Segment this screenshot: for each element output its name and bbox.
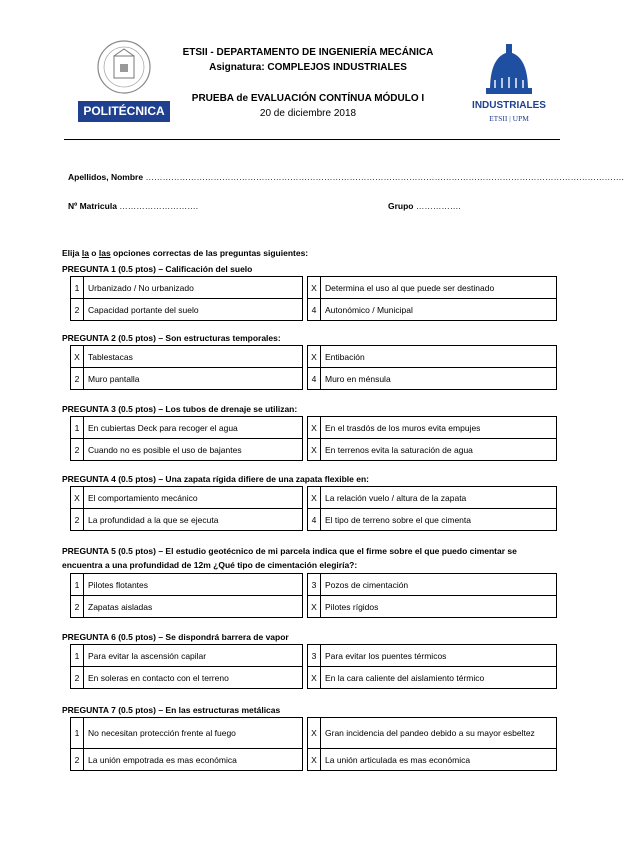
name-label: Apellidos, Nombre: [68, 172, 144, 182]
question-5-title: PREGUNTA 5 (0.5 ptos) – El estudio geotécnico de mi parcela indica que el firme sobre el que puedo cimentar se encuentra a una profundidad de 12m ¿Qué tipo de cimentación elegiría?:: [62, 546, 517, 570]
option-text: La relación vuelo / altura de la zapata: [321, 487, 557, 509]
header-divider: [64, 139, 560, 140]
option-text: No necesitan protección frente al fuego: [84, 718, 303, 749]
question-7-options: [70, 717, 557, 771]
option-mark[interactable]: 2: [71, 749, 84, 771]
industriales-logo: [462, 42, 556, 128]
matricula-field[interactable]: [68, 201, 198, 211]
option-row: [71, 718, 557, 749]
option-mark[interactable]: X: [71, 487, 84, 509]
politecnica-logo: [78, 38, 170, 122]
option-mark[interactable]: 1: [71, 417, 84, 439]
option-row: [71, 574, 557, 596]
option-mark[interactable]: 2: [71, 509, 84, 531]
option-mark[interactable]: 1: [71, 645, 84, 667]
logo-right-subtext: ETSII | UPM: [489, 114, 529, 123]
option-text: El comportamiento mecánico: [84, 487, 303, 509]
option-text: Para evitar los puentes térmicos: [321, 645, 557, 667]
matricula-dots: ……………………….: [119, 201, 199, 211]
name-field[interactable]: [68, 172, 624, 182]
option-mark[interactable]: 4: [308, 299, 321, 321]
option-text: Pilotes flotantes: [84, 574, 303, 596]
option-text: Muro pantalla: [84, 368, 303, 390]
intro-las: las: [98, 248, 111, 258]
option-row: [71, 417, 557, 439]
exam-title: PRUEBA de EVALUACIÓN CONTÍNUA MÓDULO I: [191, 93, 425, 104]
option-mark[interactable]: X: [308, 749, 321, 771]
option-mark[interactable]: X: [308, 487, 321, 509]
option-mark[interactable]: 3: [308, 645, 321, 667]
option-text: En cubiertas Deck para recoger el agua: [84, 417, 303, 439]
option-mark[interactable]: 2: [71, 439, 84, 461]
option-text: La unión empotrada es mas económica: [84, 749, 303, 771]
question-5-options: [70, 573, 557, 618]
option-mark[interactable]: X: [71, 346, 84, 368]
option-text: El tipo de terreno sobre el que cimenta: [321, 509, 557, 531]
question-2-options: [70, 345, 557, 390]
option-mark[interactable]: 2: [71, 596, 84, 618]
option-mark[interactable]: 2: [71, 299, 84, 321]
option-row: [71, 509, 557, 531]
option-text: En el trasdós de los muros evita empujes: [321, 417, 557, 439]
grupo-dots: …………….: [415, 201, 461, 211]
instructions: [62, 248, 308, 258]
option-text: La profundidad a la que se ejecuta: [84, 509, 303, 531]
option-mark[interactable]: X: [308, 667, 321, 689]
option-row: [71, 299, 557, 321]
option-mark[interactable]: 1: [71, 574, 84, 596]
option-mark[interactable]: 4: [308, 368, 321, 390]
option-mark[interactable]: X: [308, 346, 321, 368]
subject-title: Asignatura: COMPLEJOS INDUSTRIALES: [209, 62, 407, 73]
option-text: Entibación: [321, 346, 557, 368]
intro-text-1: Elija: [62, 248, 82, 258]
option-text: En la cara caliente del aislamiento térmico: [321, 667, 557, 689]
option-text: Capacidad portante del suelo: [84, 299, 303, 321]
option-mark[interactable]: X: [308, 718, 321, 749]
question-3-title: PREGUNTA 3 (0.5 ptos) – Los tubos de drenaje se utilizan:: [62, 404, 298, 414]
option-text: En terrenos evita la saturación de agua: [321, 439, 557, 461]
intro-text-3: opciones correctas de las preguntas siguientes:: [110, 248, 309, 258]
option-mark[interactable]: 3: [308, 574, 321, 596]
option-mark[interactable]: 4: [308, 509, 321, 531]
option-text: Determina el uso al que puede ser destinado: [321, 277, 557, 299]
option-row: [71, 667, 557, 689]
option-mark[interactable]: X: [308, 277, 321, 299]
question-1-options: [70, 276, 557, 321]
question-4-title: PREGUNTA 4 (0.5 ptos) – Una zapata rígida difiere de una zapata flexible en:: [62, 474, 370, 484]
option-row: [71, 439, 557, 461]
logo-right-text: INDUSTRIALES: [472, 100, 546, 111]
option-row: [71, 596, 557, 618]
option-mark[interactable]: X: [308, 596, 321, 618]
option-text: Tablestacas: [84, 346, 303, 368]
grupo-field[interactable]: [388, 201, 461, 211]
question-6-title: PREGUNTA 6 (0.5 ptos) – Se dispondrá barrera de vapor: [62, 632, 289, 642]
option-row: [71, 368, 557, 390]
intro-text-2: o: [88, 248, 99, 258]
option-row: [71, 487, 557, 509]
dome-icon: [462, 42, 556, 100]
option-text: En soleras en contacto con el terreno: [84, 667, 303, 689]
exam-date: 20 de diciembre 2018: [259, 108, 357, 119]
question-3-options: [70, 416, 557, 461]
option-text: Pozos de cimentación: [321, 574, 557, 596]
option-text: Gran incidencia del pandeo debido a su mayor esbeltez: [321, 718, 557, 749]
option-text: Para evitar la ascensión capilar: [84, 645, 303, 667]
option-row: [71, 277, 557, 299]
option-mark[interactable]: 2: [71, 368, 84, 390]
name-dots: …………………………………………………………………………………………………………………………………………………….: [145, 172, 624, 182]
option-mark[interactable]: X: [308, 439, 321, 461]
option-text: La unión articulada es mas económica: [321, 749, 557, 771]
option-mark[interactable]: 2: [71, 667, 84, 689]
option-text: Autonómico / Municipal: [321, 299, 557, 321]
question-4-options: [70, 486, 557, 531]
option-mark[interactable]: X: [308, 417, 321, 439]
option-row: [71, 645, 557, 667]
intro-la: la: [81, 248, 89, 258]
option-text: Urbanizado / No urbanizado: [84, 277, 303, 299]
question-1-title: PREGUNTA 1 (0.5 ptos) – Calificación del suelo: [62, 264, 253, 274]
department-title: ETSII - DEPARTAMENTO DE INGENIERÍA MECÁNICA: [182, 47, 434, 58]
option-text: Pilotes rígidos: [321, 596, 557, 618]
option-row: [71, 749, 557, 771]
question-6-options: [70, 644, 557, 689]
option-text: Cuando no es posible el uso de bajantes: [84, 439, 303, 461]
option-mark[interactable]: 1: [71, 718, 84, 749]
question-7-title: PREGUNTA 7 (0.5 ptos) – En las estructuras metálicas: [62, 705, 281, 715]
grupo-label: Grupo: [388, 201, 414, 211]
question-2-title: PREGUNTA 2 (0.5 ptos) – Son estructuras temporales:: [62, 333, 281, 343]
logo-left-text: POLITÉCNICA: [83, 104, 165, 118]
option-text: Muro en ménsula: [321, 368, 557, 390]
matricula-label: Nº Matricula: [68, 201, 117, 211]
option-mark[interactable]: 1: [71, 277, 84, 299]
option-text: Zapatas aisladas: [84, 596, 303, 618]
option-row: [71, 346, 557, 368]
